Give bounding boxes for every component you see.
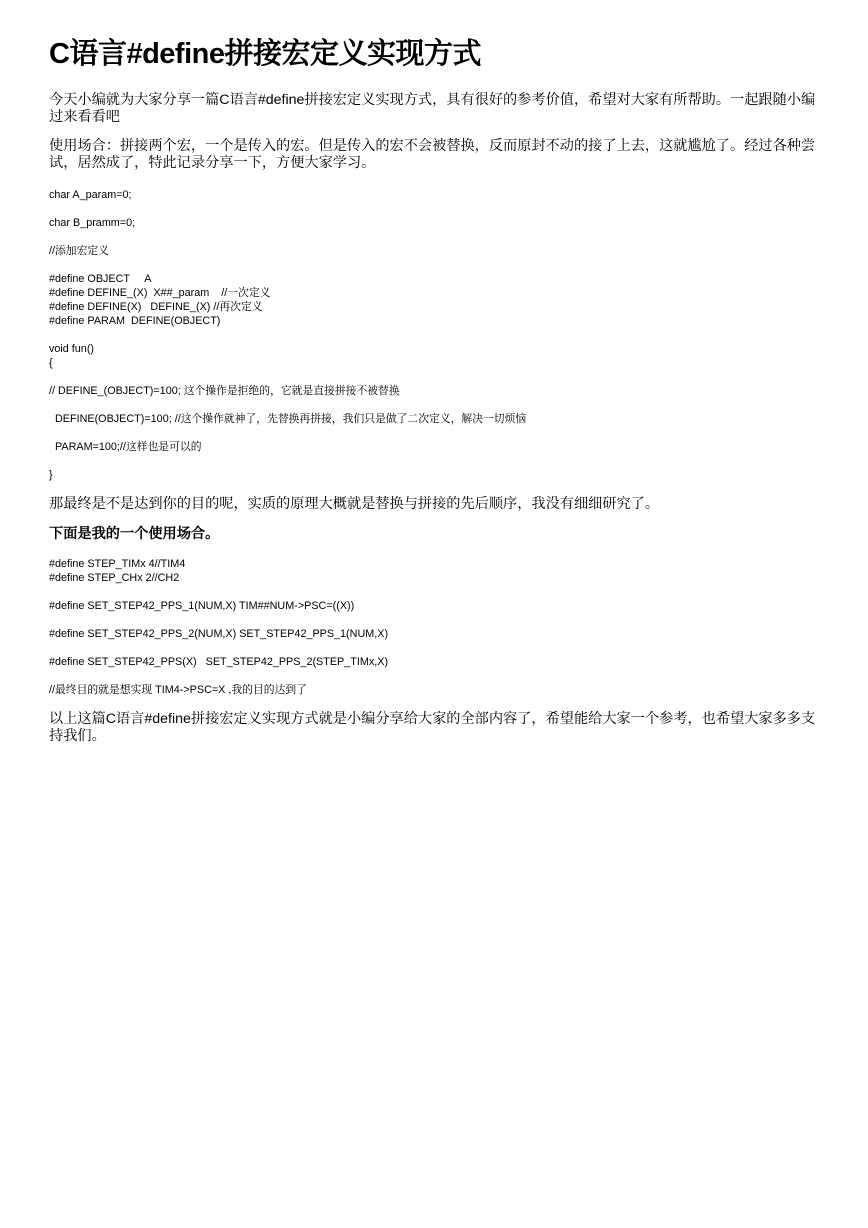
code-blank-line bbox=[49, 426, 829, 440]
code-line: #define SET_STEP42_PPS_1(NUM,X) TIM##NUM->PSC=((X)) bbox=[49, 600, 355, 612]
code-line: void fun() bbox=[49, 343, 95, 355]
usage-heading: 下面是我的一个使用场合。 bbox=[49, 526, 220, 542]
code-block-usage bbox=[49, 557, 829, 697]
conclusion-paragraph: 那最终是不是达到你的目的呢，实质的原理大概就是替换与拼接的先后顺序，我没有细细研究了。 bbox=[49, 496, 660, 512]
code-line: #define DEFINE(X) DEFINE_(X) //再次定义 bbox=[49, 301, 263, 313]
code-line: #define SET_STEP42_PPS(X) SET_STEP42_PPS_2(STEP_TIMx,X) bbox=[49, 656, 389, 668]
code-line: #define OBJECT A bbox=[49, 273, 152, 285]
code-line: // DEFINE_(OBJECT)=100; 这个操作是拒绝的，它就是直接拼接不被替换 bbox=[49, 385, 400, 397]
scenario-paragraph: 使用场合：拼接两个宏，一个是传入的宏。但是传入的宏不会被替换，反而原封不动的接了上去，这就尴尬了。经过各种尝试，居然成了，特此记录分享一下，方便大家学习。 bbox=[49, 138, 816, 171]
code-blank-line bbox=[49, 258, 829, 272]
article bbox=[49, 36, 829, 757]
code-blank-line bbox=[49, 398, 829, 412]
code-blank-line bbox=[49, 669, 829, 683]
code-line: #define PARAM DEFINE(OBJECT) bbox=[49, 315, 221, 327]
code-line: char A_param=0; bbox=[49, 189, 132, 201]
code-line: #define SET_STEP42_PPS_2(NUM,X) SET_STEP42_PPS_1(NUM,X) bbox=[49, 628, 389, 640]
code-blank-line bbox=[49, 370, 829, 384]
intro-paragraph: 今天小编就为大家分享一篇C语言#define拼接宏定义实现方式，具有很好的参考价值，希望对大家有所帮助。一起跟随小编过来看看吧 bbox=[49, 92, 816, 125]
code-line: char B_pramm=0; bbox=[49, 217, 136, 229]
code-line: #define STEP_TIMx 4//TIM4 bbox=[49, 558, 186, 570]
code-line: } bbox=[49, 469, 53, 481]
code-blank-line bbox=[49, 202, 829, 216]
code-line: { bbox=[49, 357, 53, 369]
code-line: #define DEFINE_(X) X##_param //一次定义 bbox=[49, 287, 271, 299]
code-line: //添加宏定义 bbox=[49, 245, 109, 257]
code-blank-line bbox=[49, 613, 829, 627]
code-blank-line bbox=[49, 230, 829, 244]
outro-paragraph: 以上这篇C语言#define拼接宏定义实现方式就是小编分享给大家的全部内容了，希望能给大家一个参考，也希望大家多多支持我们。 bbox=[49, 711, 816, 744]
code-block-example bbox=[49, 188, 829, 482]
page-title: C语言#define拼接宏定义实现方式 bbox=[49, 38, 481, 70]
code-blank-line bbox=[49, 328, 829, 342]
code-blank-line bbox=[49, 641, 829, 655]
code-blank-line bbox=[49, 454, 829, 468]
code-line: //最终目的就是想实现 TIM4->PSC=X ,我的目的达到了 bbox=[49, 684, 307, 696]
code-line: PARAM=100;//这样也是可以的 bbox=[49, 441, 202, 453]
code-blank-line bbox=[49, 585, 829, 599]
code-line: DEFINE(OBJECT)=100; //这个操作就神了，先替换再拼接，我们只是做了二次定义，解决一切烦恼 bbox=[49, 413, 527, 425]
code-line: #define STEP_CHx 2//CH2 bbox=[49, 572, 180, 584]
